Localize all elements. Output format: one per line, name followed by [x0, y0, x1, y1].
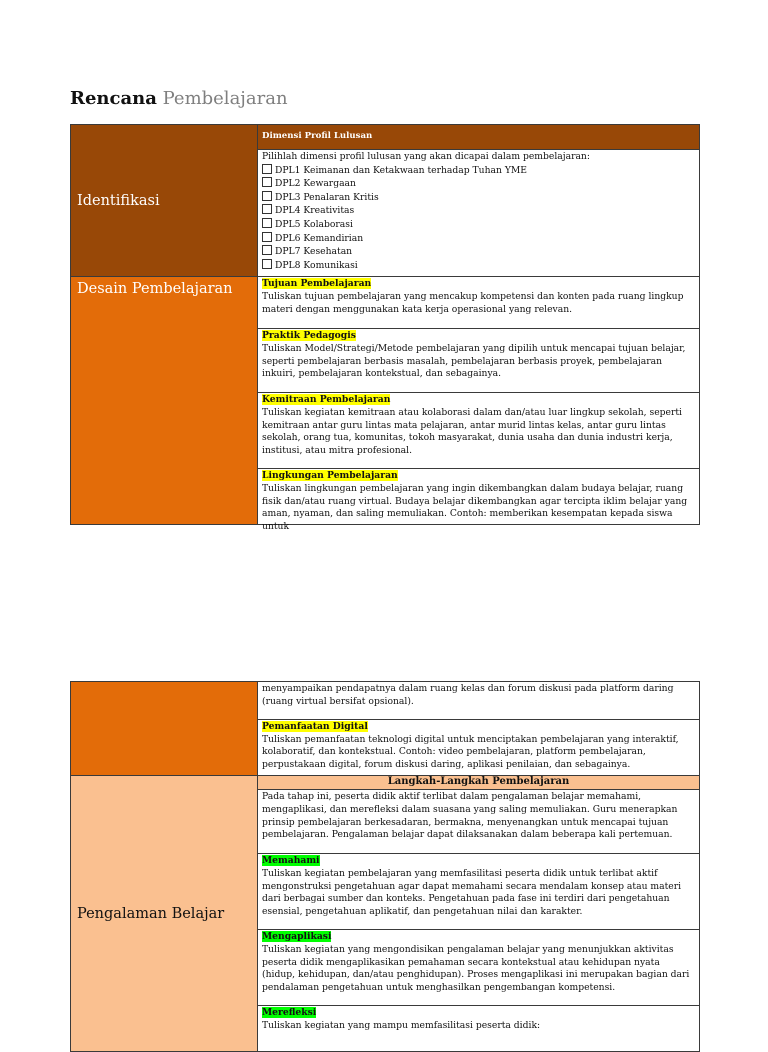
dpl-option[interactable]: DPL4 Kreativitas: [262, 204, 695, 218]
section-text: Tuliskan Model/Strategi/Metode pembelajaran yang dipilih untuk mencapai tujuan belajar, seperti pembelajaran berbasis masalah, pembelajaran berbasis proyek, pembelajaran inkuiri, pembelajaran kontekstual, dan sebagainya.: [262, 342, 686, 380]
memahami-cell: [258, 854, 700, 930]
steps-header: Langkah-Langkah Pembelajaran: [258, 776, 700, 790]
checkbox-icon[interactable]: [262, 259, 272, 269]
pengalaman-intro: Pada tahap ini, peserta didik aktif terlibat dalam pengalaman belajar memahami, mengaplikasi, dan merefleksi dalam suasana yang saling memuliakan. Guru menerapkan prinsip pembelajaran berkesadaran, bermakna, menyenangkan untuk mencapai tujuan pembelajaran. Pengalaman belajar dapat dilaksanakan dalam beberapa kali pertemuan.: [262, 791, 678, 841]
title-bold: Rencana: [70, 88, 157, 109]
section-heading: Pemanfaatan Digital: [262, 721, 368, 732]
section-heading: Memahami: [262, 855, 320, 867]
dpl-option[interactable]: DPL2 Kewargaan: [262, 177, 695, 191]
continued-text: menyampaikan pendapatnya dalam ruang kelas dan forum diskusi pada platform daring (ruang virtual bersifat opsional).: [262, 683, 674, 707]
section-text: Tuliskan kegiatan yang mampu memfasilitasi peserta didik:: [262, 1019, 541, 1031]
checkbox-icon[interactable]: [262, 177, 272, 187]
title-rest: Pembelajaran: [162, 88, 288, 109]
section-heading: Merefleksi: [262, 1007, 317, 1019]
section-text: Tuliskan lingkungan pembelajaran yang ingin dikembangkan dalam budaya belajar, ruang fisik dan/atau ruang virtual. Budaya belajar dikembangkan agar tercipta iklim belajar yang aman, nyaman, dan saling memuliakan. Contoh: memberikan kesempatan kepada siswa untuk: [262, 482, 688, 532]
dpl-option[interactable]: DPL5 Kolaborasi: [262, 218, 695, 232]
section-text: Tuliskan pemanfaatan teknologi digital untuk menciptakan pembelajaran yang interaktif, kolaboratif, dan kontekstual. Contoh: video pembelajaran, platform pembelajaran, perpustakaan digital, forum diskusi daring, aplikasi penilaian, dan sebagainya.: [262, 733, 679, 770]
section-text: Tuliskan kegiatan pembelajaran yang memfasilitasi peserta didik untuk terlibat aktif mengonstruksi pengetahuan agar dapat memahami secara mendalam konsep atau materi dari berbagai sumber dan konteks. Pengetahuan pada fase ini terdiri dari pengetahuan esensial, pengetahuan aplikatif, dan pengetahuan nilai dan karakter.: [262, 867, 682, 917]
section-heading: Praktik Pedagogis: [262, 330, 356, 342]
identifikasi-label: Identifikasi: [71, 125, 258, 277]
desain-continued-label: [71, 682, 258, 776]
praktik-cell: [258, 329, 700, 393]
digital-cell: [258, 720, 700, 776]
dimensi-intro: Pilihlah dimensi profil lulusan yang akan dicapai dalam pembelajaran:: [262, 151, 590, 162]
dpl-option[interactable]: DPL1 Keimanan dan Ketakwaan terhadap Tuhan YME: [262, 164, 695, 178]
merefleksi-cell: [258, 1006, 700, 1052]
checkbox-icon[interactable]: [262, 218, 272, 228]
checkbox-icon[interactable]: [262, 164, 272, 174]
dimensi-profil-cell: [258, 150, 700, 277]
checkbox-icon[interactable]: [262, 245, 272, 255]
pengalaman-label: Pengalaman Belajar: [71, 776, 258, 1052]
section-heading: Kemitraan Pembelajaran: [262, 394, 391, 406]
desain-label: Desain Pembelajaran: [71, 277, 258, 525]
page-title: [70, 88, 288, 109]
section-text: Tuliskan kegiatan kemitraan atau kolaborasi dalam dan/atau luar lingkup sekolah, seperti kemitraan antar guru lintas mata pelajaran, antar murid lintas kelas, antar guru lintas sekolah, orang tua, komunitas, tokoh masyarakat, dunia usaha dan dunia industri kerja, institusi, atau mitra profesional.: [262, 406, 683, 456]
checkbox-icon[interactable]: [262, 191, 272, 201]
section-text: Tuliskan tujuan pembelajaran yang mencakup kompetensi dan konten pada ruang lingkup materi dengan menggunakan kata kerja operasional yang relevan.: [262, 290, 684, 315]
dpl-option[interactable]: DPL6 Kemandirian: [262, 232, 695, 246]
mengaplikasi-cell: [258, 930, 700, 1006]
checkbox-icon[interactable]: [262, 204, 272, 214]
dimensi-profil-header: Dimensi Profil Lulusan: [258, 125, 700, 150]
pengalaman-intro-cell: [258, 790, 700, 854]
lesson-plan-table-2: [70, 681, 700, 1052]
dpl-option[interactable]: DPL7 Kesehatan: [262, 245, 695, 259]
section-heading: Mengaplikasi: [262, 931, 332, 943]
lesson-plan-table-1: [70, 124, 700, 532]
dpl-option[interactable]: DPL8 Komunikasi: [262, 259, 695, 273]
lingkungan-continued-cell: [258, 682, 700, 720]
dpl-option[interactable]: DPL3 Penalaran Kritis: [262, 191, 695, 205]
lingkungan-cell: [258, 469, 700, 532]
section-heading: Tujuan Pembelajaran: [262, 278, 372, 290]
section-text: Tuliskan kegiatan yang mengondisikan pengalaman belajar yang menunjukkan aktivitas peserta didik mengaplikasikan pemahaman secara kontekstual atau kehidupan nyata (hidup, kehidupan, dan/atau penghidupan). Proses mengaplikasi ini merupakan bagian dari pendalaman pengetahuan untuk menghasilkan pengembangan kompetensi.: [262, 943, 690, 993]
checkbox-icon[interactable]: [262, 232, 272, 242]
section-heading: Lingkungan Pembelajaran: [262, 470, 398, 482]
kemitraan-cell: [258, 393, 700, 469]
tujuan-cell: [258, 277, 700, 329]
